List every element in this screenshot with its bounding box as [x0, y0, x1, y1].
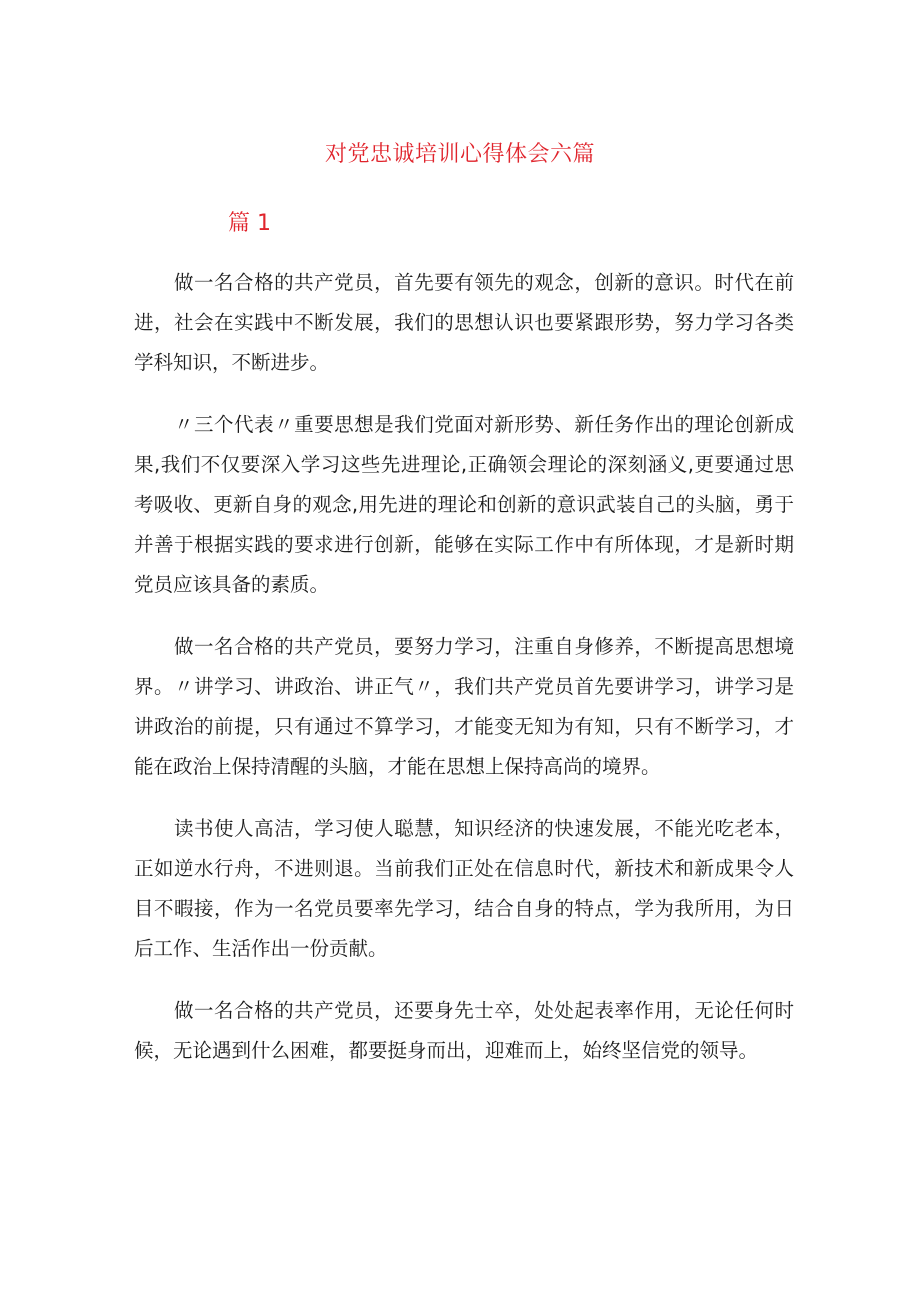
paragraph-3: 做一名合格的共产党员，要努力学习，注重自身修养，不断提高思想境界。〃讲学习、讲政治、讲正气〃，我们共产党员首先要讲学习，讲学习是讲政治的前提，只有通过不算学习，才能变无知为有知，只有不断学习，才能在政治上保持清醒的头脑，才能在思想上保持高尚的境界。 — [134, 635, 794, 778]
paragraph-1: 做一名合格的共产党员，首先要有领先的观念，创新的意识。时代在前进，社会在实践中不断发展，我们的思想认识也要紧跟形势，努力学习各类学科知识，不断进步。 — [134, 271, 794, 374]
document-body — [134, 263, 794, 1093]
paragraph-2: 〃三个代表〃重要思想是我们党面对新形势、新任务作出的理论创新成果,我们不仅要深入学习这些先进理论,正确领会理论的深刻涵义,更要通过思考吸收、更新自身的观念,用先进的理论和创新的意识武装自己的头脑，勇于并善于根据实践的要求进行创新，能够在实际工作中有所体现，才是新时期党员应该具备的素质。 — [134, 413, 794, 596]
section-heading: 篇 1 — [228, 211, 271, 236]
paragraph-5: 做一名合格的共产党员，还要身先士卒，处处起表率作用，无论任何时候，无论遇到什么困难，都要挺身而出，迎难而上，始终坚信党的领导。 — [134, 999, 794, 1062]
paragraph-4: 读书使人高洁，学习使人聪慧，知识经济的快速发展，不能光吃老本，正如逆水行舟，不进则退。当前我们正处在信息时代，新技术和新成果令人目不暇接，作为一名党员要率先学习，结合自身的特点，学为我所用，为日后工作、生活作出一份贡献。 — [134, 817, 794, 960]
document-title: 对党忠诚培训心得体会六篇 — [324, 142, 595, 167]
